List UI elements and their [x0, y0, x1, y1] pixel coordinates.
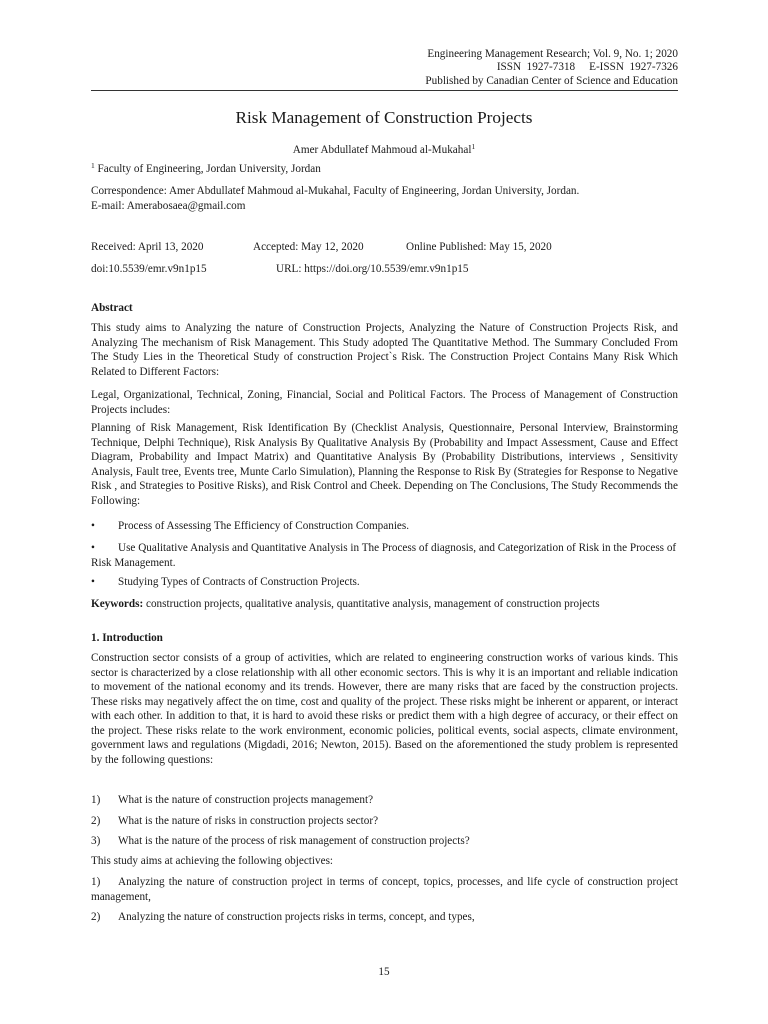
bullet-text: Use Qualitative Analysis and Quantitative Analysis in The Process of diagnosis, and Categorization of Risk in the Process of Risk Management. — [91, 542, 677, 569]
question-text: What is the nature of the process of risk management of construction projects? — [118, 835, 470, 847]
objective-number: 1) — [91, 876, 101, 888]
abstract-paragraph-2: Legal, Organizational, Technical, Zoning, Financial, Social and Political Factors. The Process of Management of Construction Projects includes: — [91, 389, 678, 416]
abstract-bullet — [91, 575, 678, 590]
abstract-paragraph-1: This study aims to Analyzing the nature of Construction Projects, Analyzing the Nature of Construction Projects Risk, and Analyzing The mechanism of Risk Management. This Study adopted The Quantitative Method. The Summary Concluded From The Study Lies in the Theoretical Study of construction Project`s Risk. The Construction Project Contains Many Risk Which Related to Different Factors: — [91, 322, 678, 378]
correspondence — [91, 184, 678, 213]
objectives-intro: This study aims at achieving the following objectives: — [91, 855, 334, 867]
bullet-text: Studying Types of Contracts of Construction Projects. — [118, 576, 360, 588]
introduction-heading: 1. Introduction — [91, 632, 163, 644]
date-accepted: Accepted: May 12, 2020 — [253, 241, 364, 253]
question-number: 2) — [91, 815, 101, 827]
paper-title: Risk Management of Construction Projects — [235, 108, 533, 127]
bullet-symbol: • — [91, 520, 95, 532]
abstract-bullet — [91, 519, 678, 534]
question-number: 1) — [91, 794, 101, 806]
question-text: What is the nature of construction projects management? — [118, 794, 374, 806]
question-number: 3) — [91, 835, 101, 847]
header-rule — [91, 90, 678, 91]
objective-number: 2) — [91, 911, 101, 923]
keywords-text: construction projects, qualitative analysis, quantitative analysis, management of construction projects — [143, 598, 600, 610]
affiliation — [91, 162, 678, 177]
abstract-heading: Abstract — [91, 302, 133, 314]
bullet-symbol: • — [91, 576, 95, 588]
question-item — [91, 814, 678, 829]
affiliation-superscript: 1 — [91, 161, 95, 170]
date-received: Received: April 13, 2020 — [91, 241, 204, 253]
correspondence-text: Correspondence: Amer Abdullatef Mahmoud al-Mukahal, Faculty of Engineering, Jordan University, Jordan. — [91, 185, 580, 197]
correspondence-email: E-mail: Amerabosaea@gmail.com — [91, 199, 246, 212]
affiliation-text: Faculty of Engineering, Jordan University, Jordan — [94, 163, 321, 175]
keywords — [91, 597, 678, 612]
introduction-paragraph: Construction sector consists of a group of activities, which are related to engineering construction works of various kinds. This sector is characterized by a close relationship with all other economic sectors. This is why it is an important and reliable indication to movement of the national economy and its trends. However, there are many risks that are faced by the construction projects. These risks may negatively affect the on time, cost and quality of the project. These risks might be inherent or apparent, or interact with each other. In addition to that, it is hard to avoid these risks or predict them with a high degree of accuracy, or their effect on the project. These risks relate to the work environment, economic policies, political events, social aspects, climate environment, government laws and regulations (Migdadi, 2016; Newton, 2015). Based on the aforementioned the study problem is represented by the following questions: — [91, 652, 678, 766]
doi-url[interactable]: URL: https://doi.org/10.5539/emr.v9n1p15 — [276, 263, 469, 275]
author-line — [0, 143, 768, 158]
keywords-label: Keywords: — [91, 598, 144, 610]
bullet-text: Process of Assessing The Efficiency of Construction Companies. — [118, 520, 410, 532]
bullet-symbol: • — [91, 542, 95, 554]
doi: doi:10.5539/emr.v9n1p15 — [91, 263, 207, 275]
objective-text: Analyzing the nature of construction project in terms of concept, topics, processes, and life cycle of construction project management, — [91, 876, 678, 903]
author-name: Amer Abdullatef Mahmoud al-Mukahal — [292, 144, 472, 156]
question-text: What is the nature of risks in construction projects sector? — [118, 815, 379, 827]
question-item — [91, 793, 678, 808]
question-item — [91, 834, 678, 849]
journal-issn: ISSN 1927-7318 E-ISSN 1927-7326 — [496, 61, 678, 74]
journal-publisher: Published by Canadian Center of Science and Education — [425, 74, 678, 87]
objective-item — [91, 875, 678, 904]
journal-header — [425, 48, 678, 88]
page-number: 15 — [378, 966, 390, 978]
date-published: Online Published: May 15, 2020 — [406, 241, 552, 253]
objective-text: Analyzing the nature of construction projects risks in terms, concept, and types, — [118, 911, 475, 923]
author-superscript: 1 — [471, 142, 476, 151]
journal-citation: Engineering Management Research; Vol. 9, No. 1; 2020 — [427, 48, 678, 60]
objective-item — [91, 910, 678, 925]
abstract-bullet — [91, 541, 678, 570]
abstract-paragraph-3: Planning of Risk Management, Risk Identification By (Checklist Analysis, Questionnaire, Personal Interview, Brainstorming Technique, Delphi Technique), Risk Analysis By Qualitative Analysis By (Probability and Impact Assessment, Cause and Effect Diagram, Probability and Impact Matrix) and Quantitative Analysis By (Probability Distributions, interviews , Sensitivity Analysis, Fault tree, Events tree, Munte Carlo Simulation), Planning the Response to Risk By (Strategies for Response to Negative Risk , and Strategies to Positive Risks), and Risk Control and Cheek. Depending on The Conclusions, The Study Recommends the Following: — [91, 422, 678, 507]
